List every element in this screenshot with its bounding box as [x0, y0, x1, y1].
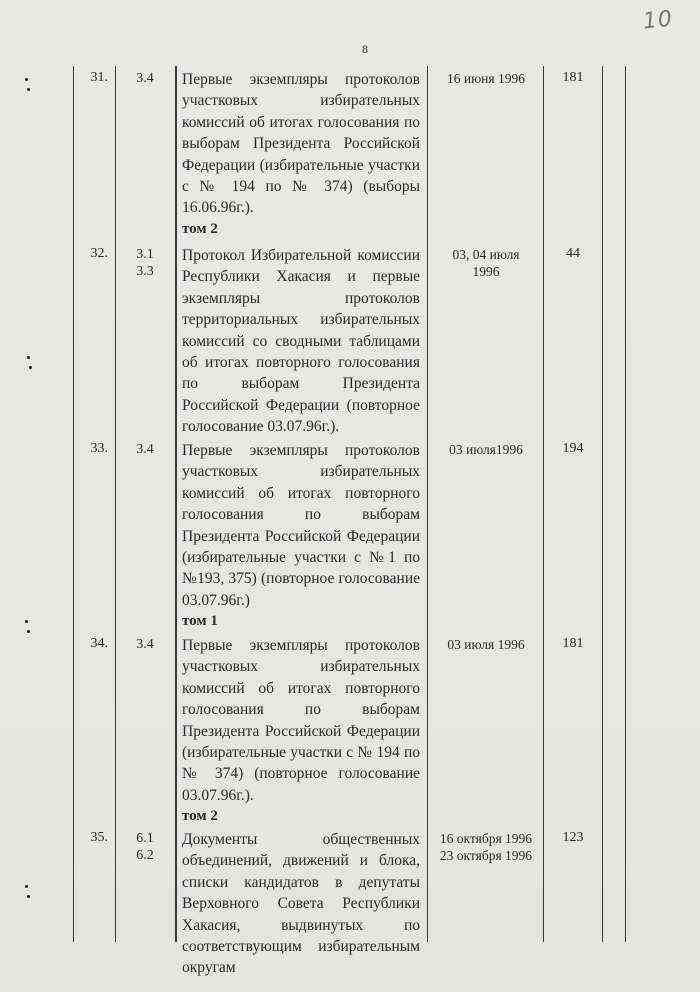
table-column-rule [115, 66, 116, 942]
description-text: Документы общественных объединений, движений и блока, списки кандидатов в депутаты Верховного Совета Республики Хакасия, выдвинутых по соответствующим избирательным округам [182, 831, 420, 977]
record-description [182, 245, 420, 438]
code-value: 3.4 [136, 71, 154, 86]
classification-code [117, 246, 173, 280]
record-dates [430, 830, 542, 864]
sheet-count: 123 [562, 830, 584, 845]
sheet-count: 194 [562, 441, 584, 456]
date-value: 16 июня 1996 [447, 71, 525, 86]
record-description [182, 635, 420, 828]
record-dates [430, 246, 542, 280]
punch-hole-mark [22, 885, 32, 903]
record-description [182, 829, 420, 979]
record-dates [430, 70, 542, 87]
code-value: 6.1 [136, 831, 154, 846]
date-value: 23 октября 1996 [439, 848, 533, 863]
description-text: Первые экземпляры протоколов участковых избирательных комиссий об итогах голосования по выборам Президента Российской Федерации (избирательные участки с № 194 по № 374) (выборы 16.06.96г.). [182, 71, 420, 217]
record-description [182, 440, 420, 633]
code-value: 3.1 [136, 247, 154, 262]
date-value: 03 июля1996 [449, 442, 523, 457]
volume-label: том 2 [182, 808, 218, 825]
punch-hole-mark [22, 620, 32, 638]
code-value: 3.3 [136, 264, 154, 279]
row-number: 34. [90, 636, 108, 651]
record-dates [430, 636, 542, 653]
table-column-rule [175, 66, 177, 942]
row-number: 32. [90, 246, 108, 261]
classification-code [117, 441, 173, 458]
record-description [182, 69, 420, 240]
description-text: Протокол Избирательной комиссии Республики Хакасия и первые экземпляры протоколов территориальных избирательных комиссий со сводными таблицами об итогах повторного голосования по выборам Президента Российской Федерации (повторное голосование 03.07.96г.). [182, 247, 420, 436]
row-number: 31. [90, 70, 108, 85]
sheet-count: 181 [562, 636, 584, 651]
table-column-rule [625, 66, 626, 942]
handwritten-sheet-number: 10 [641, 6, 675, 35]
row-number: 35. [90, 830, 108, 845]
date-value: 1996 [472, 264, 500, 279]
date-value: 16 октября 1996 [439, 831, 533, 846]
code-value: 3.4 [136, 637, 154, 652]
date-value: 03, 04 июля [452, 247, 520, 262]
table-column-rule [73, 66, 74, 942]
description-text: Первые экземпляры протоколов участковых избирательных комиссий об итогах повторного голосования по выборам Президента Российской Федерации (избирательные участки с №1 по №193, 375) (повторное голосование 03.07.96г.) [182, 442, 420, 609]
page-number: 8 [362, 42, 368, 56]
description-text: Первые экземпляры протоколов участковых избирательных комиссий об итогах повторного голосования по выборам Президента Российской Федерации (избирательные участки с № 194 по № 374) (повторное голосование 03.07.96г.). [182, 637, 420, 804]
code-value: 6.2 [136, 848, 154, 863]
row-number: 33. [90, 441, 108, 456]
record-dates [430, 441, 542, 458]
code-value: 3.4 [136, 442, 154, 457]
table-column-rule [427, 66, 428, 942]
sheet-count: 181 [562, 70, 584, 85]
sheet-count: 44 [566, 246, 580, 261]
classification-code [117, 830, 173, 864]
classification-code [117, 636, 173, 653]
table-column-rule [543, 66, 544, 942]
date-value: 03 июля 1996 [447, 637, 525, 652]
volume-label: том 2 [182, 220, 218, 237]
punch-hole-mark [24, 356, 34, 374]
table-column-rule [602, 66, 603, 942]
classification-code [117, 70, 173, 87]
volume-label: том 1 [182, 613, 218, 630]
punch-hole-mark [22, 78, 32, 96]
